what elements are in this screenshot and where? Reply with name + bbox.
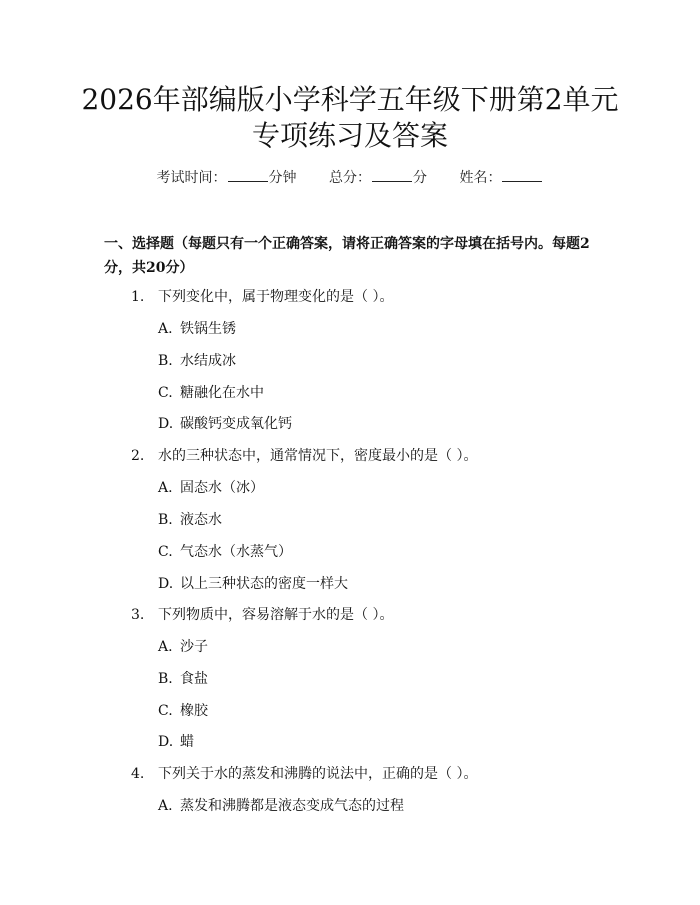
- exam-meta-line: [0, 167, 700, 187]
- option-text: 蒸发和沸腾都是液态变成气态的过程: [180, 798, 404, 814]
- question-text: 下列关于水的蒸发和沸腾的说法中，正确的是（ ）。: [158, 766, 478, 782]
- option-letter: C.: [158, 703, 173, 719]
- question-number: 3.: [131, 607, 145, 623]
- question-2-option-a: [158, 477, 264, 497]
- option-letter: D.: [158, 734, 174, 750]
- option-letter: D.: [158, 416, 174, 432]
- option-letter: A.: [158, 321, 173, 337]
- question-3-option-b: [158, 668, 208, 688]
- option-text: 气态水（水蒸气）: [180, 544, 292, 560]
- question-3-option-c: [158, 700, 208, 720]
- question-4-option-a: [158, 795, 404, 815]
- option-letter: D.: [158, 576, 174, 592]
- question-4: [131, 763, 477, 783]
- question-number: 4.: [131, 766, 145, 782]
- option-text: 橡胶: [180, 703, 208, 719]
- exam-time-blank[interactable]: [228, 169, 268, 182]
- option-text: 沙子: [180, 639, 208, 655]
- question-3-option-d: [158, 731, 194, 751]
- question-3-option-a: [158, 636, 208, 656]
- exam-time-field: [157, 170, 301, 186]
- question-1-option-c: [158, 382, 264, 402]
- option-text: 食盐: [180, 671, 208, 687]
- option-letter: B.: [158, 512, 173, 528]
- question-1-option-a: [158, 318, 236, 338]
- option-text: 以上三种状态的密度一样大: [180, 576, 348, 592]
- question-1: [131, 286, 393, 306]
- question-1-option-b: [158, 350, 236, 370]
- question-2-option-b: [158, 509, 222, 529]
- question-2-option-c: [158, 541, 292, 561]
- question-number: 1.: [131, 289, 145, 305]
- document-title-line-2: 专项练习及答案: [251, 119, 448, 152]
- question-number: 2.: [131, 448, 145, 464]
- option-text: 水结成冰: [180, 353, 236, 369]
- option-letter: C.: [158, 385, 173, 401]
- option-letter: A.: [158, 639, 173, 655]
- question-3: [131, 604, 393, 624]
- option-letter: A.: [158, 480, 173, 496]
- option-letter: B.: [158, 671, 173, 687]
- option-text: 固态水（冰）: [180, 480, 264, 496]
- question-text: 下列变化中，属于物理变化的是（ ）。: [158, 289, 394, 305]
- exam-time-unit: 分钟: [268, 170, 297, 186]
- option-text: 铁锅生锈: [180, 321, 236, 337]
- question-text: 下列物质中，容易溶解于水的是（ ）。: [158, 607, 394, 623]
- option-text: 碳酸钙变成氧化钙: [180, 416, 292, 432]
- total-score-label: 总分：: [329, 170, 371, 186]
- exam-time-label: 考试时间：: [156, 170, 227, 186]
- question-2: [131, 445, 477, 465]
- option-letter: A.: [158, 798, 173, 814]
- question-1-option-d: [158, 413, 292, 433]
- option-letter: C.: [158, 544, 173, 560]
- option-text: 蜡: [180, 734, 194, 750]
- option-text: 液态水: [180, 512, 222, 528]
- name-field: [459, 170, 543, 186]
- total-score-field: [329, 170, 431, 186]
- option-text: 糖融化在水中: [180, 385, 264, 401]
- question-2-option-d: [158, 573, 348, 593]
- total-score-unit: 分: [413, 170, 427, 186]
- name-blank[interactable]: [502, 169, 542, 182]
- option-letter: B.: [158, 353, 173, 369]
- question-text: 水的三种状态中，通常情况下，密度最小的是（ ）。: [158, 448, 478, 464]
- total-score-blank[interactable]: [372, 169, 412, 182]
- document-title-line-1: 2026年部编版小学科学五年级下册第2单元: [81, 83, 619, 116]
- name-label: 姓名：: [459, 170, 502, 186]
- section-heading-multiple-choice: 一、选择题（每题只有一个正确答案，请将正确答案的字母填在括号内。每题2分，共20分）: [104, 236, 590, 276]
